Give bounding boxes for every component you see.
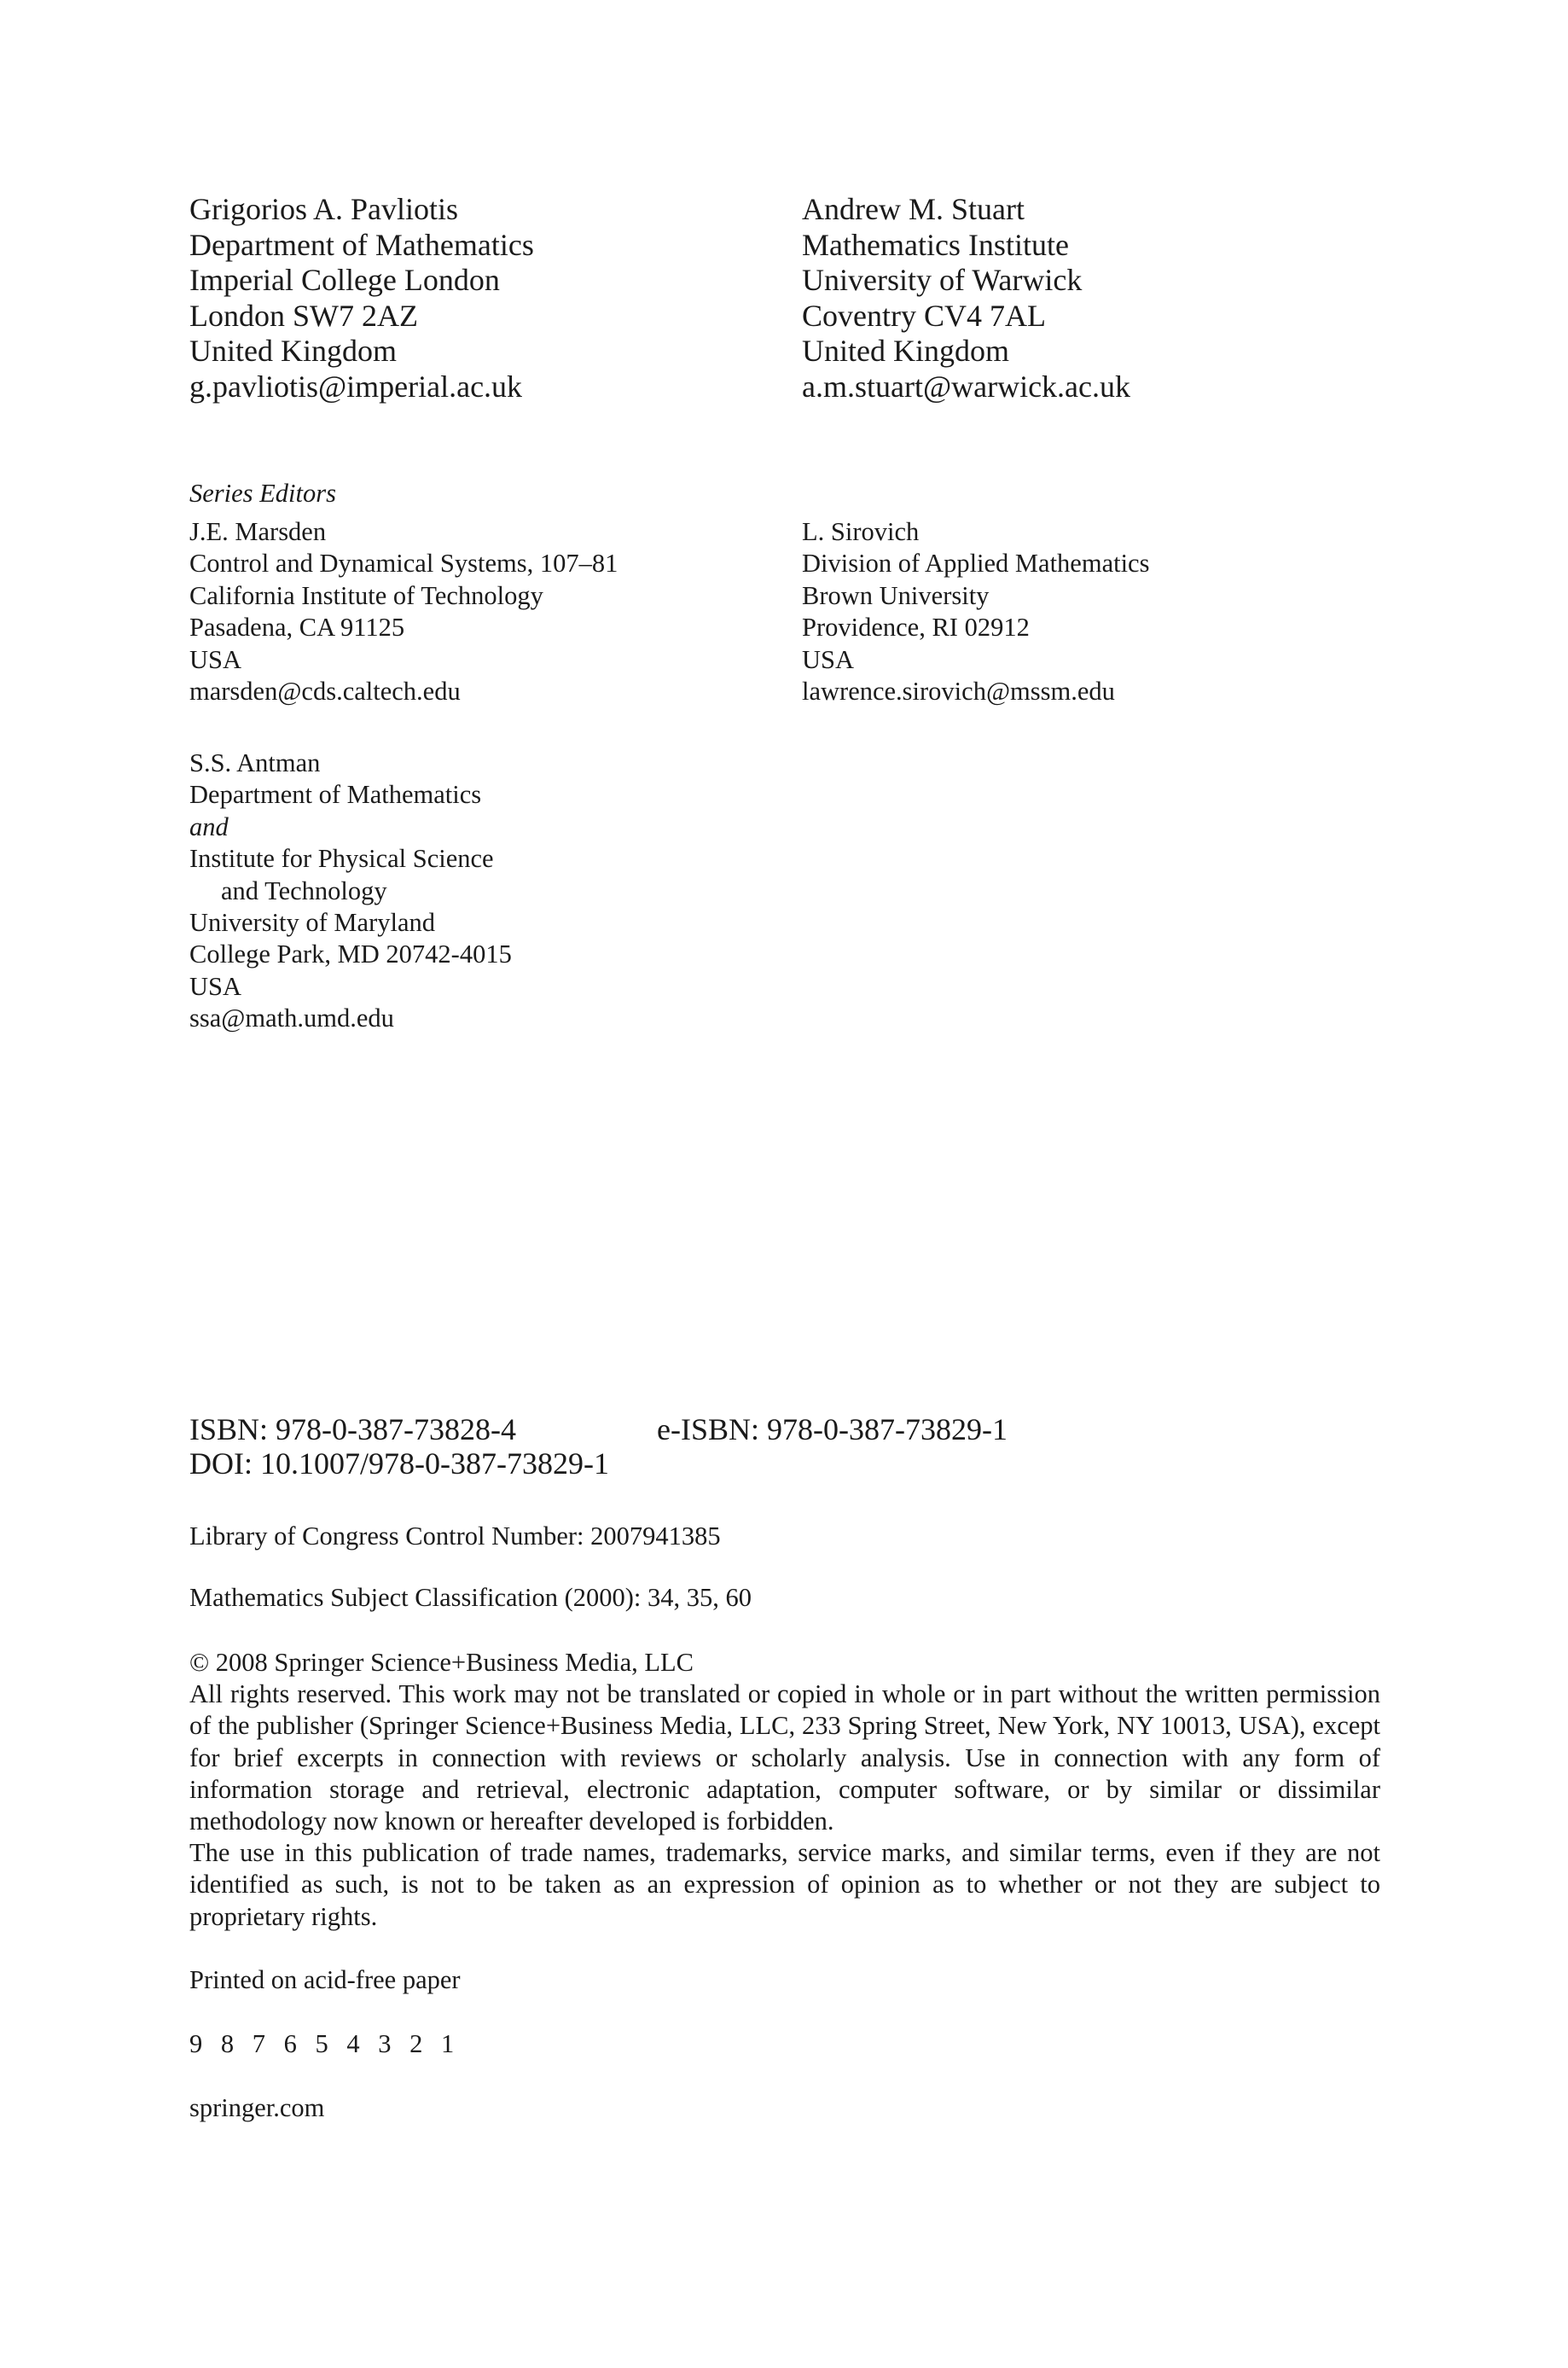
editor-name: S.S. Antman xyxy=(189,748,321,777)
editor-city: Pasadena, CA 91125 xyxy=(189,613,405,643)
author-pavliotis xyxy=(189,192,534,405)
series-editors-heading-block xyxy=(189,478,336,509)
msc-block xyxy=(189,1582,752,1614)
editor-department: Department of Mathematics xyxy=(189,780,482,810)
author-city: Coventry CV4 7AL xyxy=(802,298,1046,333)
editor-antman xyxy=(189,748,512,1035)
legal-notice xyxy=(189,1647,1380,1933)
author-name: Grigorios A. Pavliotis xyxy=(189,192,459,226)
trademarks-paragraph: The use in this publication of trade names, trademarks, service marks, and similar terms, even if they are not identified as such, is not to be taken as an expression of opinion as to whether or not they are subject to proprietary rights. xyxy=(189,1838,1380,1931)
series-editors-heading: Series Editors xyxy=(189,479,336,508)
author-department: Department of Mathematics xyxy=(189,227,534,262)
editor-email: ssa@math.umd.edu xyxy=(189,1004,394,1033)
lccn-block xyxy=(189,1521,721,1552)
author-country: United Kingdom xyxy=(802,334,1009,369)
paper-note: Printed on acid-free paper xyxy=(189,1965,461,1994)
author-institution: Imperial College London xyxy=(189,263,500,298)
rights-paragraph: All rights reserved. This work may not be translated or copied in whole or in part without the written permission of the publisher (Springer Science+Business Media, LLC, 233 Spring Street, New York, NY 10013, USA), except for brief excerpts in connection with reviews or scholarly analysis. Use in connection with any form of information storage and retrieval, electronic adaptation, computer software, or by similar or dissimilar methodology now known or hereafter developed is forbidden. xyxy=(189,1679,1380,1836)
msc: Mathematics Subject Classification (2000): 34, 35, 60 xyxy=(189,1583,752,1612)
isbn-block xyxy=(189,1412,609,1481)
author-department: Mathematics Institute xyxy=(802,227,1069,262)
editor-institution: California Institute of Technology xyxy=(189,580,543,610)
author-stuart xyxy=(802,192,1130,405)
editor-institute: Institute for Physical Science xyxy=(189,844,494,874)
editor-name: L. Sirovich xyxy=(802,517,920,546)
editor-institute-cont: and Technology xyxy=(221,876,387,905)
author-email: a.m.stuart@warwick.ac.uk xyxy=(802,369,1131,404)
editor-city: College Park, MD 20742-4015 xyxy=(189,940,512,969)
printing-number-line: 9 8 7 6 5 4 3 2 1 xyxy=(189,2029,455,2058)
editor-city: Providence, RI 02912 xyxy=(802,613,1030,643)
editor-country: USA xyxy=(189,971,242,1001)
editor-email: lawrence.sirovich@mssm.edu xyxy=(802,677,1115,707)
lccn: Library of Congress Control Number: 2007941385 xyxy=(189,1521,721,1551)
editor-institution: Brown University xyxy=(802,580,990,610)
editor-department: Control and Dynamical Systems, 107–81 xyxy=(189,549,618,579)
editor-name: J.E. Marsden xyxy=(189,517,327,546)
paper-block xyxy=(189,1964,461,1996)
editor-marsden xyxy=(189,516,618,707)
editor-sirovich xyxy=(802,516,1149,707)
eisbn: e-ISBN: 978-0-387-73829-1 xyxy=(657,1412,1008,1446)
editor-country: USA xyxy=(802,644,855,674)
website: springer.com xyxy=(189,2093,325,2122)
author-country: United Kingdom xyxy=(189,334,397,369)
author-email: g.pavliotis@imperial.ac.uk xyxy=(189,369,523,404)
author-institution: University of Warwick xyxy=(802,263,1083,298)
website-block xyxy=(189,2092,324,2124)
editor-country: USA xyxy=(189,644,242,674)
copyright-line: © 2008 Springer Science+Business Media, LLC xyxy=(189,1648,694,1677)
editor-department: Division of Applied Mathematics xyxy=(802,549,1150,579)
editor-email: marsden@cds.caltech.edu xyxy=(189,677,461,707)
doi: DOI: 10.1007/978-0-387-73829-1 xyxy=(189,1446,609,1481)
editor-and: and xyxy=(189,812,229,841)
author-name: Andrew M. Stuart xyxy=(802,192,1025,226)
editor-university: University of Maryland xyxy=(189,908,435,938)
author-city: London SW7 2AZ xyxy=(189,298,418,333)
eisbn-block xyxy=(657,1412,1008,1446)
isbn: ISBN: 978-0-387-73828-4 xyxy=(189,1412,516,1446)
printing-block xyxy=(189,2028,454,2060)
